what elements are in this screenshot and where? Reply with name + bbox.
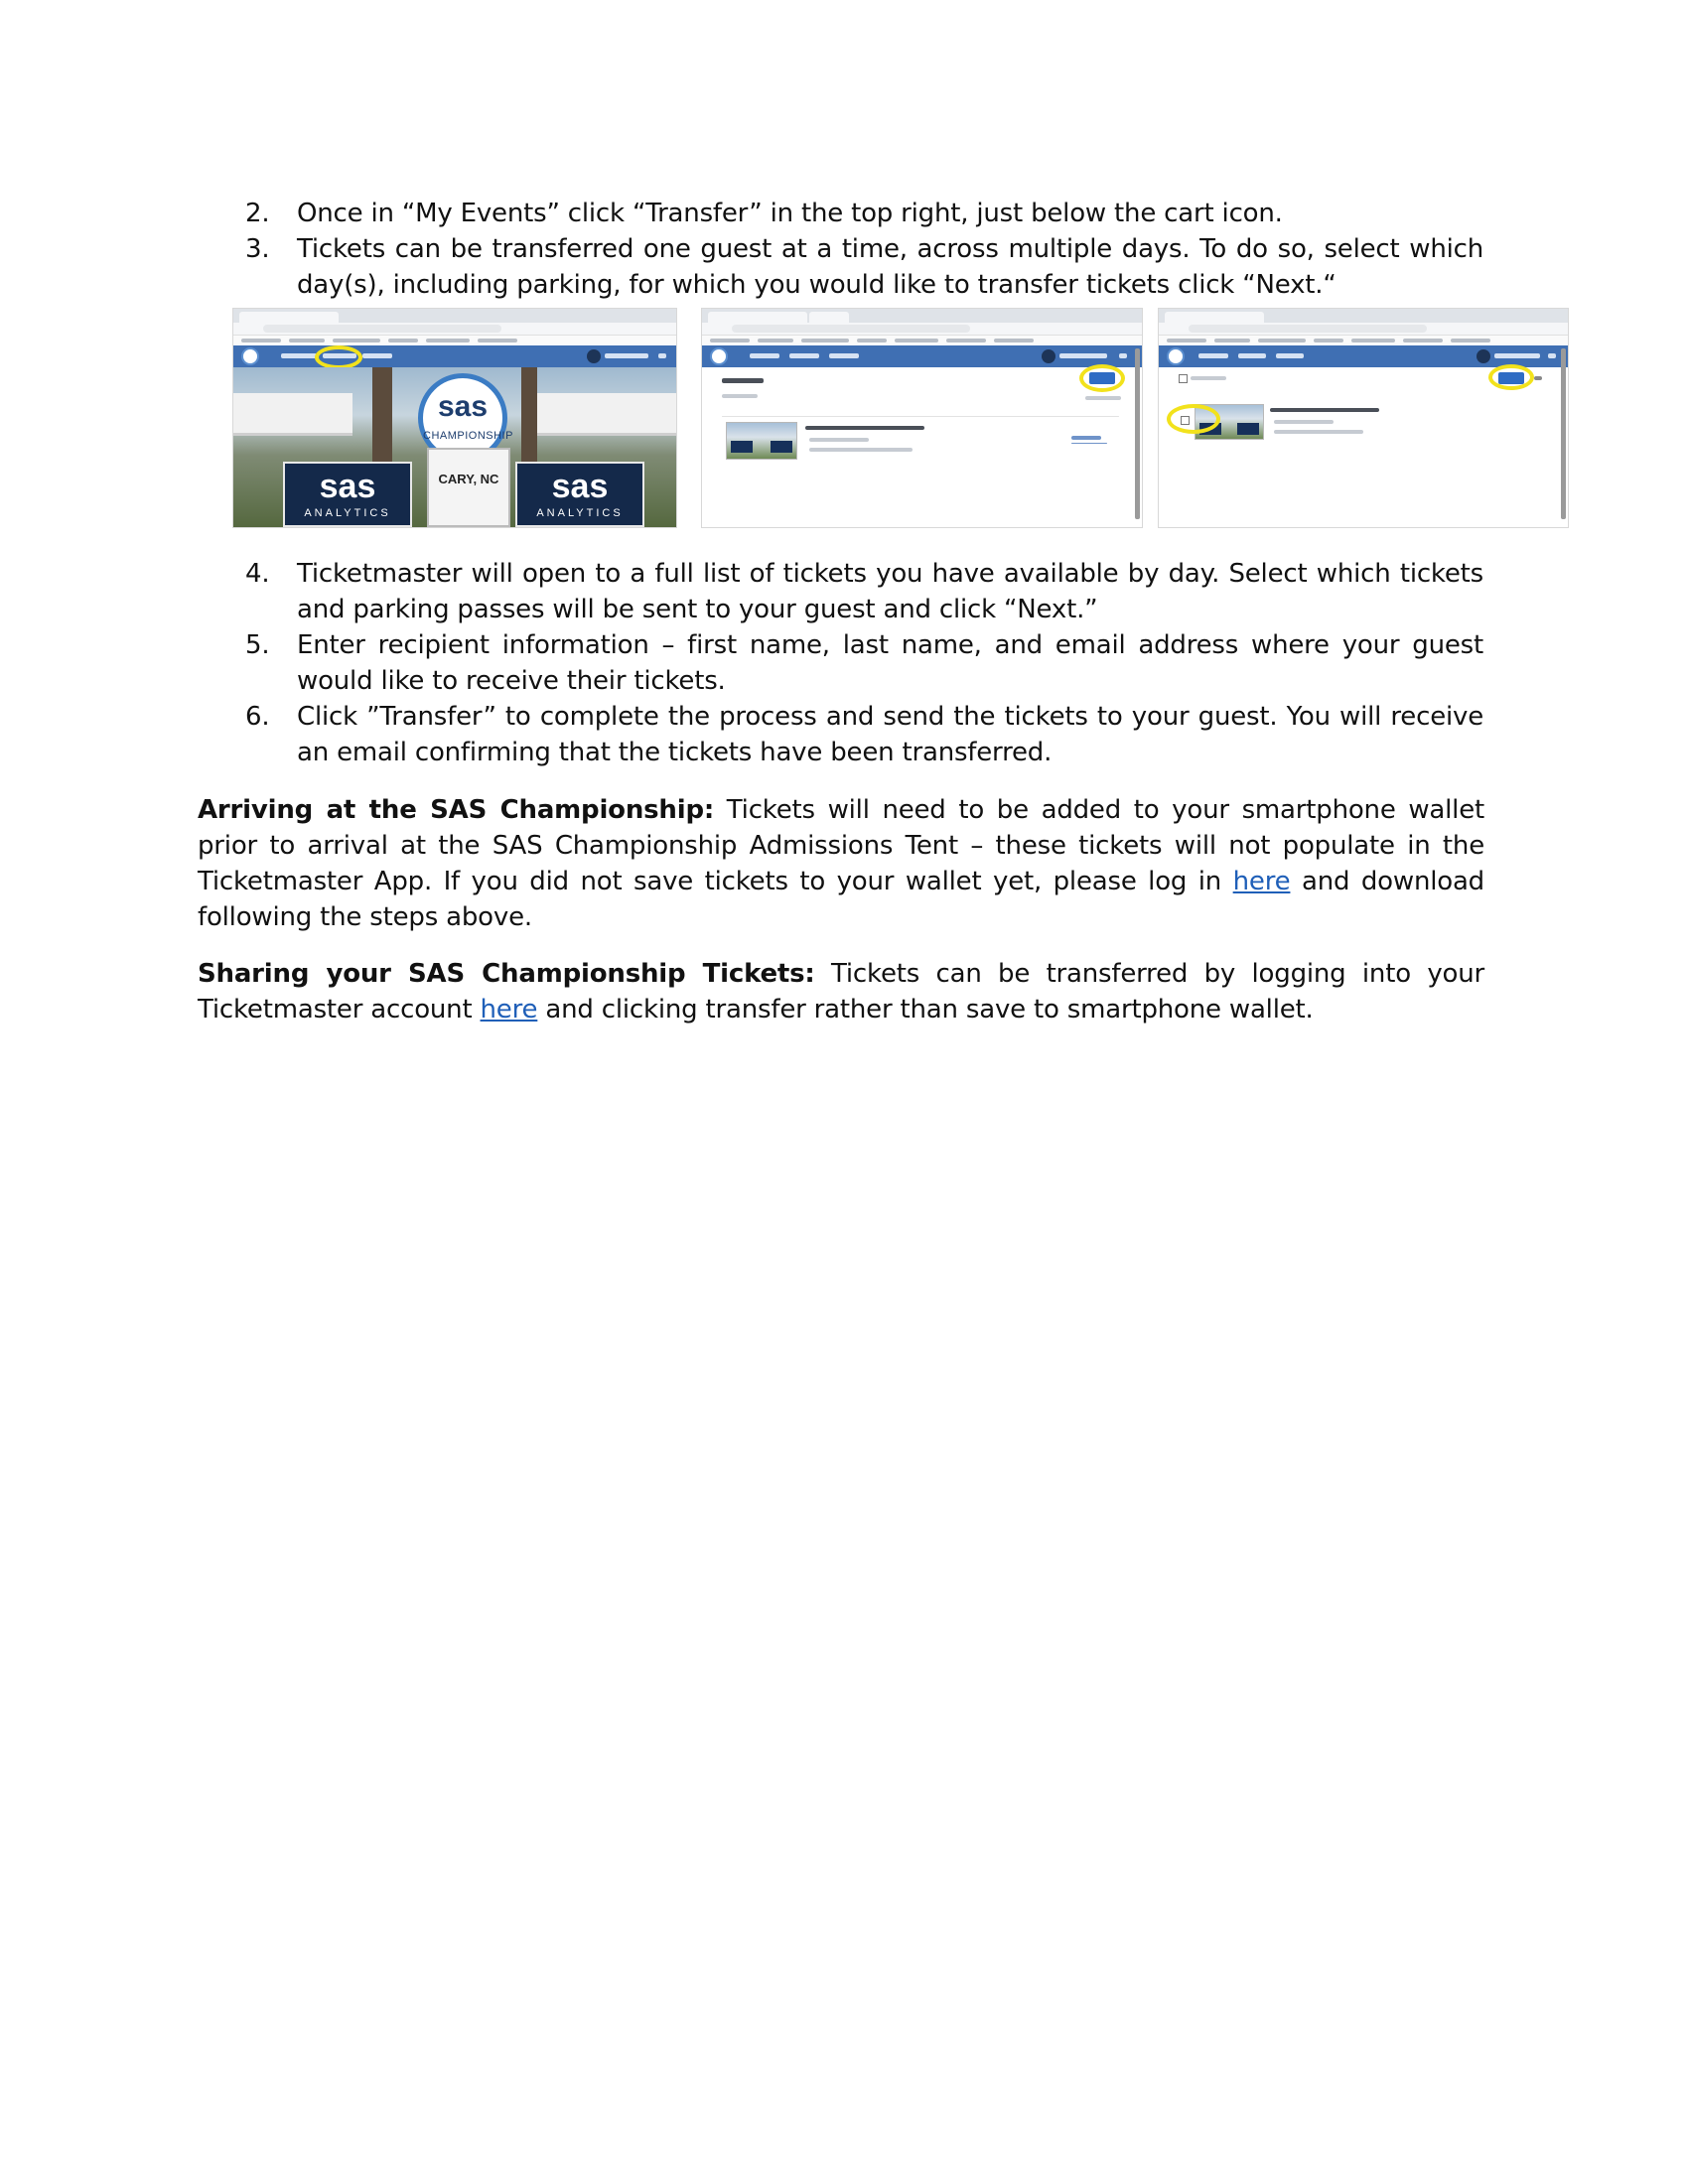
- arriving-login-link[interactable]: here: [1232, 867, 1291, 896]
- close-icon: [1534, 376, 1542, 380]
- sas-logo-icon: [241, 347, 259, 365]
- highlight-circle: [1167, 404, 1220, 434]
- browser-bookmarks: [233, 336, 676, 345]
- step-text: Tickets can be transferred one guest at a time, across multiple days. To do so, select which day(s), including parking, for which you would like to transfer tickets click “Next.“: [297, 234, 1483, 300]
- browser-tabs: [233, 309, 676, 323]
- sharing-account-link[interactable]: here: [480, 995, 538, 1024]
- cart-icon: [1548, 353, 1556, 358]
- step-number: 2.: [245, 199, 270, 228]
- site-navbar: [702, 345, 1142, 367]
- sharing-heading: Sharing your SAS Championship Tickets:: [198, 959, 815, 989]
- cart-icon: [658, 353, 666, 358]
- step-number: 4.: [245, 559, 270, 589]
- step-text: Enter recipient information – first name, last name, and email address where your guest would like to receive their tickets.: [297, 630, 1483, 696]
- arriving-heading: Arriving at the SAS Championship:: [198, 795, 715, 825]
- step-number: 3.: [245, 234, 270, 264]
- site-navbar: [233, 345, 676, 367]
- screenshot-my-events: [701, 308, 1143, 528]
- highlight-circle: [1488, 364, 1534, 390]
- arriving-paragraph: [198, 792, 1484, 935]
- sas-logo-icon: [710, 347, 728, 365]
- cart-icon: [1119, 353, 1127, 358]
- step-text: Once in “My Events” click “Transfer” in the top right, just below the cart icon.: [297, 199, 1283, 228]
- step-number: 6.: [245, 702, 270, 732]
- step-6: [245, 699, 1483, 770]
- avatar: [1042, 349, 1055, 363]
- championship-logo: sas CHAMPIONSHIP: [418, 373, 507, 463]
- browser-address-bar: [233, 323, 676, 336]
- step-number: 5.: [245, 630, 270, 660]
- screenshot-sas-homepage: [232, 308, 677, 528]
- highlight-circle: [1079, 364, 1125, 392]
- select-all-checkbox: [1179, 374, 1188, 383]
- arriving-text: Tickets will need to be added to your smartphone wallet prior to arrival at the SAS Championship Admissions Tent – these tickets will not populate in the Ticketmaster App. If you did not save tickets to your wallet yet, please log in: [198, 795, 1484, 896]
- avatar: [587, 349, 601, 363]
- arriving-text-end: and download following the steps above.: [198, 867, 1484, 932]
- step-5: [245, 627, 1483, 699]
- banner-left: sas ANALYTICS: [283, 462, 412, 527]
- step-text: Ticketmaster will open to a full list of tickets you have available by day. Select which tickets and parking passes will be sent to your guest and click “Next.”: [297, 559, 1483, 624]
- page-heading: [722, 378, 764, 383]
- sharing-text-end: and clicking transfer rather than save to smartphone wallet.: [537, 995, 1314, 1024]
- banner-right: sas ANALYTICS: [515, 462, 644, 527]
- sas-logo-icon: [1167, 347, 1185, 365]
- sharing-paragraph: [198, 956, 1484, 1027]
- step-4: [245, 556, 1483, 627]
- sharing-text: Tickets can be transferred by logging into your Ticketmaster account: [198, 959, 1484, 1024]
- event-thumbnail: [726, 422, 797, 460]
- avatar: [1477, 349, 1490, 363]
- sign-location: CARY, NC: [427, 448, 510, 527]
- highlight-circle: [315, 345, 362, 369]
- step-text: Click ”Transfer” to complete the process and send the tickets to your guest. You will receive an email confirming that the tickets have been transferred.: [297, 702, 1483, 767]
- screenshot-select-tickets: [1158, 308, 1569, 528]
